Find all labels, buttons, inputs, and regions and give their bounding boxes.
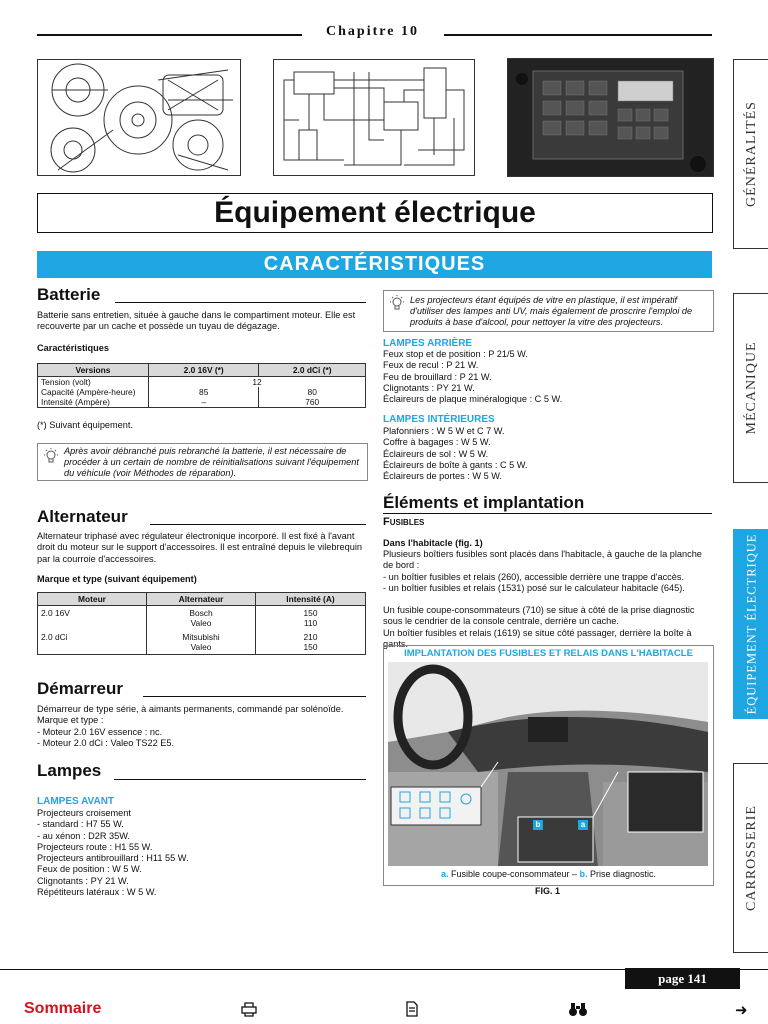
alt-brand: Bosch bbox=[189, 608, 213, 618]
engine-drawing bbox=[37, 59, 241, 176]
page-title-box bbox=[37, 193, 713, 233]
text-line: Projecteurs croisement bbox=[37, 808, 131, 818]
heading-rule bbox=[114, 779, 366, 780]
figure-title: IMPLANTATION DES FUSIBLES ET RELAIS DANS L'HABITACLE bbox=[404, 648, 693, 659]
col-header: Alternateur bbox=[147, 593, 256, 606]
col-header: Versions bbox=[38, 364, 149, 377]
text-line: Clignotants : PY 21 W. bbox=[37, 875, 129, 886]
header-rule-right bbox=[444, 34, 712, 36]
text-line: Un boîtier fusibles et relais (1619) se situe côté passager, derrière la boîte à gants. bbox=[383, 627, 692, 650]
text-line: Feux stop et de position : P 21/5 W. bbox=[383, 349, 528, 359]
text-line: - un boîtier fusibles et relais (1531) posé sur le calculateur habitacle (645). bbox=[383, 582, 685, 593]
text-line: Plusieurs boîtiers fusibles sont placés dans l'habitacle, à gauche de la planche de bord : bbox=[383, 549, 702, 571]
text-line: - standard : H7 55 W. bbox=[37, 819, 124, 830]
batterie-text: Batterie sans entretien, située à gauche dans le compartiment moteur. Elle est recouverte par un cache et possède un tuyau de dégazage. bbox=[37, 310, 356, 332]
col-header: Moteur bbox=[38, 593, 147, 606]
alt-amp: 110 bbox=[303, 618, 318, 628]
page-number: page 141 bbox=[625, 968, 740, 989]
batterie-table bbox=[37, 363, 366, 408]
figure-label: FIG. 1 bbox=[534, 886, 560, 896]
text-line: Plafonniers : W 5 W et C 7 W. bbox=[383, 426, 505, 436]
tab-equipement-electrique[interactable] bbox=[733, 529, 768, 719]
col-header: 2.0 dCi (*) bbox=[259, 364, 366, 377]
text-line: Répétiteurs latéraux : W 5 W. bbox=[37, 887, 157, 898]
row-label: Intensité (Ampère) bbox=[38, 397, 149, 408]
lampes-interieures-list bbox=[383, 426, 712, 482]
heading-alternateur: Alternateur bbox=[37, 507, 128, 526]
cell-value bbox=[256, 628, 366, 655]
heading-demarreur: Démarreur bbox=[37, 679, 123, 698]
caption-a: a. bbox=[440, 869, 449, 879]
heading-elements: Éléments et implantation bbox=[383, 493, 585, 512]
section-band: CARACTÉRISTIQUES bbox=[37, 251, 712, 278]
text-line: - au xénon : D2R 35W. bbox=[37, 830, 130, 841]
batterie-sub: Caractéristiques bbox=[37, 343, 110, 353]
cell-value: 2.0 16V bbox=[38, 606, 147, 629]
cell-value: – bbox=[149, 397, 259, 408]
cell-value: 2.0 dCi bbox=[38, 628, 147, 655]
alternateur-table bbox=[37, 592, 366, 655]
text-line: Clignotants : PY 21 W. bbox=[383, 382, 475, 393]
text-line: Feux de recul : P 21 W. bbox=[383, 360, 479, 371]
next-arrow-icon[interactable]: ➜ bbox=[735, 1002, 748, 1019]
print-icon[interactable] bbox=[240, 1001, 258, 1021]
text-line: - un boîtier fusibles et relais (260), accessible derrière une trappe d'accès. bbox=[383, 571, 685, 582]
tab-label: ÉQUIPEMENT ÉLECTRIQUE bbox=[744, 533, 758, 715]
alternateur-text: Alternateur triphasé avec régulateur électronique incorporé. Il est fixé à l'avant droit du moteur sur le support d'accessoires. Il est entraîné depuis le vilebrequin par la courroie d'accessoires. bbox=[37, 531, 363, 564]
text-line: Démarreur de type série, à aimants permanents, commandé par solénoïde. bbox=[37, 704, 344, 714]
text-line: Éclaireurs de sol : W 5 W. bbox=[383, 448, 489, 459]
tab-carrosserie[interactable] bbox=[733, 763, 768, 953]
text-line: Projecteurs route : H1 55 W. bbox=[37, 841, 153, 852]
lampes-avant-list bbox=[37, 808, 367, 898]
alt-amp: 150 bbox=[303, 608, 318, 618]
row-label: Capacité (Ampère-heure) bbox=[38, 387, 149, 397]
text-line: Éclaireurs de portes : W 5 W. bbox=[383, 471, 502, 482]
text-line: Projecteurs antibrouillard : H11 55 W. bbox=[37, 853, 189, 864]
text-line: Marque et type : bbox=[37, 715, 104, 726]
alt-amp: 150 bbox=[303, 642, 318, 652]
text-line: Feu de brouillard : P 21 W. bbox=[383, 371, 492, 382]
cell-value: 760 bbox=[259, 397, 366, 408]
heading-rule bbox=[383, 513, 712, 514]
text-line: Feux de position : W 5 W. bbox=[37, 864, 142, 875]
caption-b: b. bbox=[579, 869, 588, 879]
tab-label: MÉCANIQUE bbox=[743, 341, 759, 435]
col-header: 2.0 16V (*) bbox=[149, 364, 259, 377]
tab-mecanique[interactable] bbox=[733, 293, 768, 483]
figure-box bbox=[383, 645, 714, 886]
row-label: Tension (volt) bbox=[38, 377, 149, 388]
batterie-note bbox=[37, 443, 368, 481]
cell-value: 85 bbox=[149, 387, 259, 397]
spacer bbox=[383, 594, 712, 605]
elements-text bbox=[383, 549, 712, 650]
alt-brand: Valeo bbox=[190, 618, 212, 628]
binoculars-icon[interactable] bbox=[568, 1001, 588, 1021]
cell-value: 80 bbox=[259, 387, 366, 397]
cell-value bbox=[147, 628, 256, 655]
sommaire-link[interactable]: Sommaire bbox=[24, 1000, 102, 1017]
tab-label: GÉNÉRALITÉS bbox=[743, 101, 759, 207]
figure-caption bbox=[384, 869, 713, 879]
lampes-note bbox=[383, 290, 714, 332]
lampes-arriere-title: LAMPES ARRIÈRE bbox=[383, 338, 473, 349]
col-header: Intensité (A) bbox=[256, 593, 366, 606]
cell-value: 12 bbox=[149, 377, 366, 388]
lampes-interieures-title: LAMPES INTÉRIEURES bbox=[383, 414, 495, 425]
fusebox-photo bbox=[507, 58, 714, 177]
header-rule-left bbox=[37, 34, 302, 36]
tab-label: CARROSSERIE bbox=[743, 805, 759, 911]
heading-fusibles: Fusibles bbox=[383, 516, 425, 528]
marker-b: b bbox=[533, 820, 543, 830]
elements-sub: Dans l'habitacle (fig. 1) bbox=[383, 538, 483, 548]
tab-generalites[interactable] bbox=[733, 59, 768, 249]
dashboard-photo bbox=[388, 662, 708, 866]
alt-amp: 210 bbox=[303, 632, 318, 642]
note-text: Après avoir débranché puis rebranché la batterie, il est nécessaire de procéder à un certain de nombre de réinitialisations suivant l'équipement du véhicule (voir Méthodes de réparation). bbox=[64, 446, 359, 478]
wiring-diagram bbox=[273, 59, 475, 176]
text-line: Un fusible coupe-consommateurs (710) se situe à côté de la prise diagnostic sous le cendrier de la console centrale, derrière un cache. bbox=[383, 605, 695, 627]
cell-value bbox=[256, 606, 366, 629]
lightbulb-icon bbox=[42, 447, 60, 465]
alternateur-sub: Marque et type (suivant équipement) bbox=[37, 574, 197, 584]
batterie-footnote: (*) Suivant équipement. bbox=[37, 420, 134, 430]
alt-brand: Valeo bbox=[190, 642, 212, 652]
lampes-avant-title: LAMPES AVANT bbox=[37, 796, 115, 807]
heading-rule bbox=[150, 524, 366, 525]
lampes-arriere-list bbox=[383, 349, 712, 405]
caption-b-text: Prise diagnostic. bbox=[587, 869, 657, 879]
text-line: Coffre à bagages : W 5 W. bbox=[383, 437, 491, 448]
page-title: Équipement électrique bbox=[214, 196, 536, 229]
heading-batterie: Batterie bbox=[37, 285, 101, 304]
note-text: Les projecteurs étant équipés de vitre en plastique, il est impératif d'utiliser des lampes anti UV, mais également de proscrire l'emploi de produits à base d'alcool, pour nettoyer la vitre des projecteurs. bbox=[410, 295, 693, 327]
text-line: Éclaireurs de boîte à gants : C 5 W. bbox=[383, 459, 528, 470]
text-line: - Moteur 2.0 dCi : Valeo TS22 E5. bbox=[37, 737, 175, 748]
lightbulb-icon bbox=[388, 294, 406, 312]
alt-brand: Mitsubishi bbox=[182, 632, 220, 642]
cell-value bbox=[147, 606, 256, 629]
caption-a-text: Fusible coupe-consommateur – bbox=[448, 869, 580, 879]
text-line: - Moteur 2.0 16V essence : nc. bbox=[37, 726, 163, 737]
heading-lampes: Lampes bbox=[37, 761, 102, 780]
marker-a: a bbox=[578, 820, 588, 830]
text-line: Éclaireurs de plaque minéralogique : C 5 W. bbox=[383, 394, 563, 405]
demarreur-text bbox=[37, 704, 367, 749]
heading-rule bbox=[115, 302, 366, 303]
heading-rule bbox=[143, 696, 366, 697]
document-icon[interactable] bbox=[405, 1001, 419, 1021]
chapter-title: Chapitre 10 bbox=[326, 24, 419, 39]
